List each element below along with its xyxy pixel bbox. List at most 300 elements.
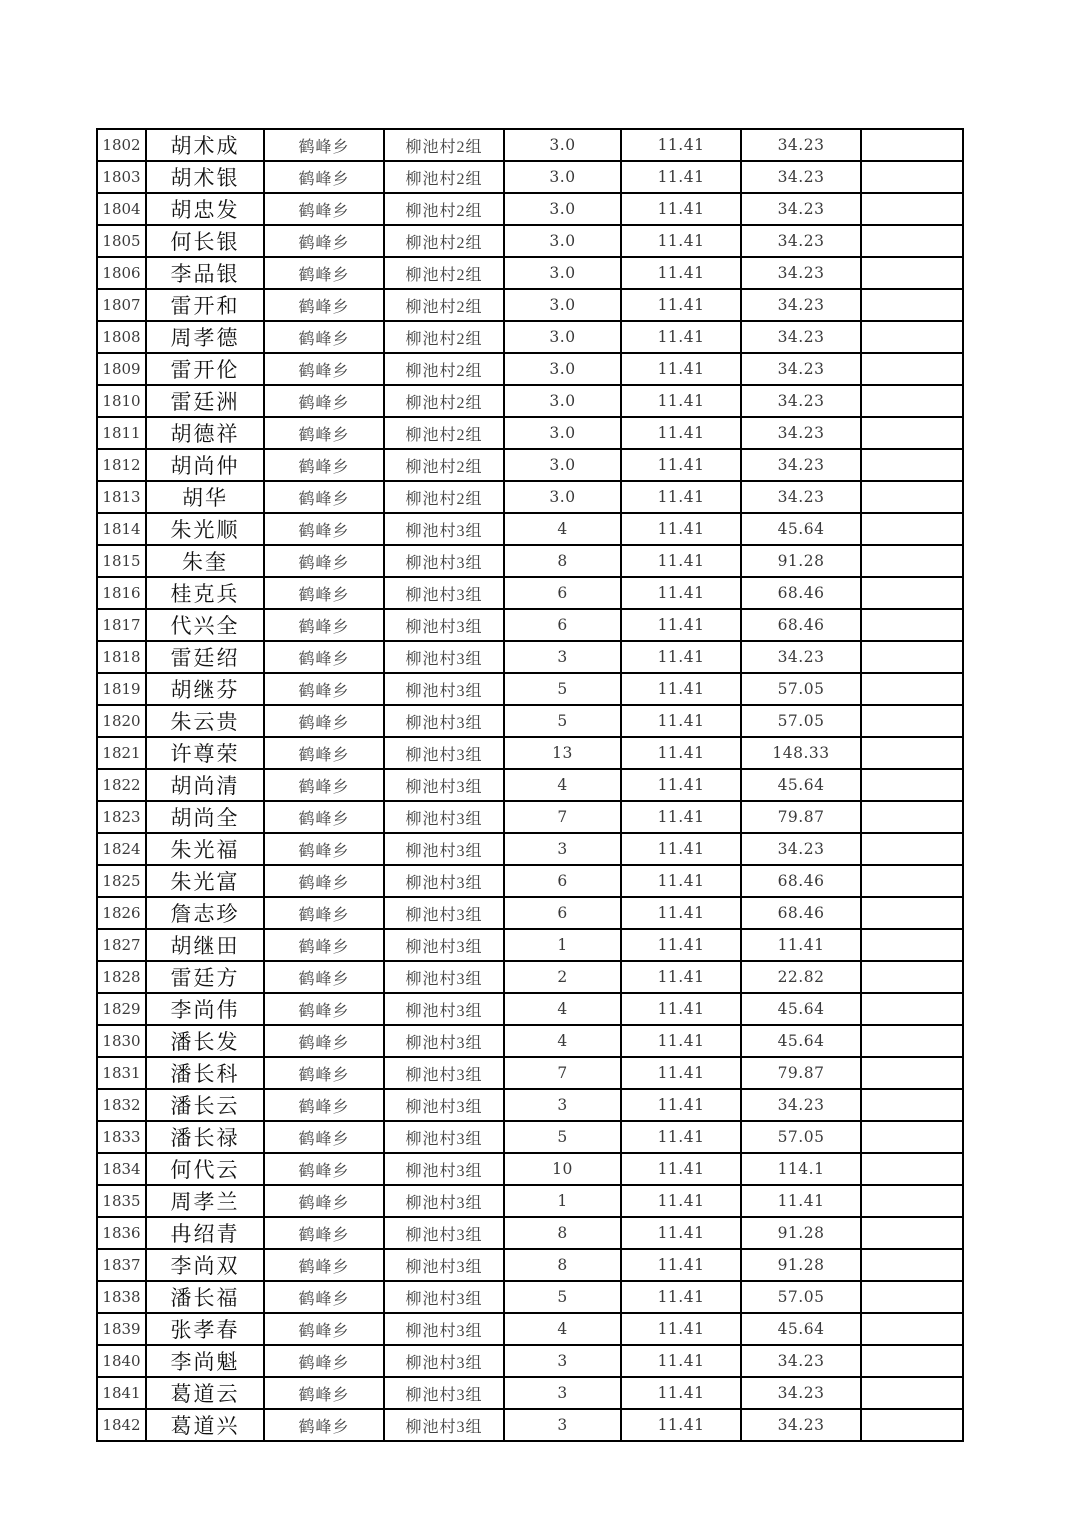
table-row: [97, 289, 963, 321]
village-group-cell: 柳池村3组: [384, 1185, 504, 1217]
unit-rate-cell: 11.41: [621, 1121, 741, 1153]
serial-number-cell: 1841: [97, 1377, 146, 1409]
remark-cell: [861, 257, 963, 289]
table-row: [97, 929, 963, 961]
quantity-cell: 5: [504, 1281, 621, 1313]
serial-number-cell: 1820: [97, 705, 146, 737]
serial-number-cell: 1810: [97, 385, 146, 417]
amount-cell: 34.23: [741, 833, 861, 865]
unit-rate-cell: 11.41: [621, 1409, 741, 1441]
township-cell: 鹤峰乡: [264, 929, 384, 961]
table-row: [97, 1217, 963, 1249]
quantity-cell: 3.0: [504, 353, 621, 385]
remark-cell: [861, 609, 963, 641]
quantity-cell: 1: [504, 1185, 621, 1217]
amount-cell: 68.46: [741, 865, 861, 897]
person-name-cell: 雷廷洲: [146, 385, 264, 417]
amount-cell: 34.23: [741, 449, 861, 481]
remark-cell: [861, 641, 963, 673]
amount-cell: 34.23: [741, 1089, 861, 1121]
serial-number-cell: 1840: [97, 1345, 146, 1377]
quantity-cell: 3: [504, 1409, 621, 1441]
quantity-cell: 3.0: [504, 385, 621, 417]
township-cell: 鹤峰乡: [264, 641, 384, 673]
amount-cell: 79.87: [741, 1057, 861, 1089]
person-name-cell: 胡华: [146, 481, 264, 513]
serial-number-cell: 1822: [97, 769, 146, 801]
township-cell: 鹤峰乡: [264, 1121, 384, 1153]
remark-cell: [861, 929, 963, 961]
township-cell: 鹤峰乡: [264, 897, 384, 929]
remark-cell: [861, 1345, 963, 1377]
remark-cell: [861, 737, 963, 769]
unit-rate-cell: 11.41: [621, 1089, 741, 1121]
table-row: [97, 513, 963, 545]
village-group-cell: 柳池村3组: [384, 833, 504, 865]
unit-rate-cell: 11.41: [621, 673, 741, 705]
serial-number-cell: 1832: [97, 1089, 146, 1121]
village-group-cell: 柳池村2组: [384, 353, 504, 385]
village-group-cell: 柳池村3组: [384, 513, 504, 545]
unit-rate-cell: 11.41: [621, 161, 741, 193]
person-name-cell: 周孝兰: [146, 1185, 264, 1217]
township-cell: 鹤峰乡: [264, 1281, 384, 1313]
village-group-cell: 柳池村3组: [384, 897, 504, 929]
quantity-cell: 4: [504, 1313, 621, 1345]
remark-cell: [861, 705, 963, 737]
township-cell: 鹤峰乡: [264, 513, 384, 545]
unit-rate-cell: 11.41: [621, 481, 741, 513]
table-row: [97, 1345, 963, 1377]
township-cell: 鹤峰乡: [264, 833, 384, 865]
unit-rate-cell: 11.41: [621, 1185, 741, 1217]
quantity-cell: 3: [504, 1345, 621, 1377]
serial-number-cell: 1829: [97, 993, 146, 1025]
person-name-cell: 胡尚清: [146, 769, 264, 801]
remark-cell: [861, 321, 963, 353]
unit-rate-cell: 11.41: [621, 1025, 741, 1057]
village-group-cell: 柳池村2组: [384, 481, 504, 513]
village-group-cell: 柳池村3组: [384, 641, 504, 673]
serial-number-cell: 1805: [97, 225, 146, 257]
township-cell: 鹤峰乡: [264, 865, 384, 897]
village-group-cell: 柳池村3组: [384, 993, 504, 1025]
township-cell: 鹤峰乡: [264, 481, 384, 513]
unit-rate-cell: 11.41: [621, 545, 741, 577]
quantity-cell: 6: [504, 865, 621, 897]
table-row: [97, 737, 963, 769]
village-group-cell: 柳池村2组: [384, 257, 504, 289]
township-cell: 鹤峰乡: [264, 673, 384, 705]
person-name-cell: 冉绍青: [146, 1217, 264, 1249]
person-name-cell: 雷开伦: [146, 353, 264, 385]
person-name-cell: 葛道云: [146, 1377, 264, 1409]
village-group-cell: 柳池村3组: [384, 961, 504, 993]
unit-rate-cell: 11.41: [621, 1345, 741, 1377]
unit-rate-cell: 11.41: [621, 321, 741, 353]
amount-cell: 34.23: [741, 1377, 861, 1409]
amount-cell: 45.64: [741, 769, 861, 801]
unit-rate-cell: 11.41: [621, 833, 741, 865]
serial-number-cell: 1813: [97, 481, 146, 513]
quantity-cell: 6: [504, 577, 621, 609]
serial-number-cell: 1827: [97, 929, 146, 961]
amount-cell: 57.05: [741, 705, 861, 737]
person-name-cell: 胡德祥: [146, 417, 264, 449]
unit-rate-cell: 11.41: [621, 1281, 741, 1313]
serial-number-cell: 1807: [97, 289, 146, 321]
quantity-cell: 6: [504, 897, 621, 929]
quantity-cell: 3.0: [504, 449, 621, 481]
village-group-cell: 柳池村3组: [384, 1377, 504, 1409]
unit-rate-cell: 11.41: [621, 1217, 741, 1249]
quantity-cell: 3.0: [504, 161, 621, 193]
township-cell: 鹤峰乡: [264, 1089, 384, 1121]
unit-rate-cell: 11.41: [621, 609, 741, 641]
subsidy-roster-table: [96, 128, 964, 1442]
amount-cell: 34.23: [741, 257, 861, 289]
serial-number-cell: 1808: [97, 321, 146, 353]
township-cell: 鹤峰乡: [264, 449, 384, 481]
table-row: [97, 385, 963, 417]
village-group-cell: 柳池村3组: [384, 609, 504, 641]
amount-cell: 34.23: [741, 481, 861, 513]
township-cell: 鹤峰乡: [264, 1153, 384, 1185]
amount-cell: 22.82: [741, 961, 861, 993]
village-group-cell: 柳池村2组: [384, 129, 504, 161]
unit-rate-cell: 11.41: [621, 801, 741, 833]
remark-cell: [861, 1281, 963, 1313]
serial-number-cell: 1830: [97, 1025, 146, 1057]
serial-number-cell: 1833: [97, 1121, 146, 1153]
township-cell: 鹤峰乡: [264, 1377, 384, 1409]
quantity-cell: 10: [504, 1153, 621, 1185]
person-name-cell: 胡术成: [146, 129, 264, 161]
remark-cell: [861, 225, 963, 257]
village-group-cell: 柳池村3组: [384, 1025, 504, 1057]
village-group-cell: 柳池村2组: [384, 289, 504, 321]
quantity-cell: 3.0: [504, 321, 621, 353]
table-row: [97, 1057, 963, 1089]
quantity-cell: 5: [504, 1121, 621, 1153]
person-name-cell: 雷廷方: [146, 961, 264, 993]
remark-cell: [861, 385, 963, 417]
amount-cell: 57.05: [741, 1121, 861, 1153]
serial-number-cell: 1819: [97, 673, 146, 705]
village-group-cell: 柳池村2组: [384, 161, 504, 193]
unit-rate-cell: 11.41: [621, 1313, 741, 1345]
table-row: [97, 897, 963, 929]
village-group-cell: 柳池村3组: [384, 1121, 504, 1153]
township-cell: 鹤峰乡: [264, 993, 384, 1025]
township-cell: 鹤峰乡: [264, 1249, 384, 1281]
table-row: [97, 161, 963, 193]
unit-rate-cell: 11.41: [621, 449, 741, 481]
remark-cell: [861, 865, 963, 897]
township-cell: 鹤峰乡: [264, 193, 384, 225]
township-cell: 鹤峰乡: [264, 1345, 384, 1377]
quantity-cell: 3.0: [504, 225, 621, 257]
amount-cell: 45.64: [741, 1025, 861, 1057]
remark-cell: [861, 1377, 963, 1409]
unit-rate-cell: 11.41: [621, 1249, 741, 1281]
amount-cell: 148.33: [741, 737, 861, 769]
amount-cell: 34.23: [741, 417, 861, 449]
serial-number-cell: 1803: [97, 161, 146, 193]
table-row: [97, 961, 963, 993]
person-name-cell: 潘长发: [146, 1025, 264, 1057]
serial-number-cell: 1839: [97, 1313, 146, 1345]
unit-rate-cell: 11.41: [621, 1057, 741, 1089]
table-row: [97, 1281, 963, 1313]
table-row: [97, 1249, 963, 1281]
township-cell: 鹤峰乡: [264, 161, 384, 193]
township-cell: 鹤峰乡: [264, 705, 384, 737]
serial-number-cell: 1835: [97, 1185, 146, 1217]
person-name-cell: 朱光顺: [146, 513, 264, 545]
unit-rate-cell: 11.41: [621, 705, 741, 737]
village-group-cell: 柳池村3组: [384, 1153, 504, 1185]
remark-cell: [861, 481, 963, 513]
remark-cell: [861, 161, 963, 193]
unit-rate-cell: 11.41: [621, 865, 741, 897]
remark-cell: [861, 1153, 963, 1185]
unit-rate-cell: 11.41: [621, 1377, 741, 1409]
serial-number-cell: 1842: [97, 1409, 146, 1441]
table-row: [97, 1377, 963, 1409]
amount-cell: 34.23: [741, 225, 861, 257]
table-row: [97, 1121, 963, 1153]
table-body: [97, 129, 963, 1441]
person-name-cell: 潘长禄: [146, 1121, 264, 1153]
remark-cell: [861, 545, 963, 577]
unit-rate-cell: 11.41: [621, 737, 741, 769]
amount-cell: 45.64: [741, 513, 861, 545]
amount-cell: 45.64: [741, 1313, 861, 1345]
township-cell: 鹤峰乡: [264, 609, 384, 641]
table-row: [97, 641, 963, 673]
remark-cell: [861, 993, 963, 1025]
village-group-cell: 柳池村3组: [384, 705, 504, 737]
quantity-cell: 3.0: [504, 129, 621, 161]
village-group-cell: 柳池村3组: [384, 545, 504, 577]
quantity-cell: 3: [504, 641, 621, 673]
serial-number-cell: 1821: [97, 737, 146, 769]
quantity-cell: 3.0: [504, 193, 621, 225]
person-name-cell: 朱光福: [146, 833, 264, 865]
quantity-cell: 2: [504, 961, 621, 993]
table-row: [97, 1185, 963, 1217]
table-row: [97, 673, 963, 705]
table-row: [97, 769, 963, 801]
serial-number-cell: 1837: [97, 1249, 146, 1281]
remark-cell: [861, 193, 963, 225]
serial-number-cell: 1826: [97, 897, 146, 929]
village-group-cell: 柳池村3组: [384, 1089, 504, 1121]
township-cell: 鹤峰乡: [264, 1057, 384, 1089]
township-cell: 鹤峰乡: [264, 545, 384, 577]
township-cell: 鹤峰乡: [264, 257, 384, 289]
township-cell: 鹤峰乡: [264, 129, 384, 161]
person-name-cell: 潘长福: [146, 1281, 264, 1313]
amount-cell: 34.23: [741, 129, 861, 161]
remark-cell: [861, 1025, 963, 1057]
person-name-cell: 胡继田: [146, 929, 264, 961]
quantity-cell: 5: [504, 673, 621, 705]
serial-number-cell: 1825: [97, 865, 146, 897]
person-name-cell: 李尚魁: [146, 1345, 264, 1377]
remark-cell: [861, 129, 963, 161]
serial-number-cell: 1809: [97, 353, 146, 385]
table-row: [97, 705, 963, 737]
quantity-cell: 13: [504, 737, 621, 769]
person-name-cell: 胡尚仲: [146, 449, 264, 481]
unit-rate-cell: 11.41: [621, 929, 741, 961]
village-group-cell: 柳池村2组: [384, 225, 504, 257]
remark-cell: [861, 1185, 963, 1217]
quantity-cell: 7: [504, 801, 621, 833]
village-group-cell: 柳池村3组: [384, 1249, 504, 1281]
amount-cell: 114.1: [741, 1153, 861, 1185]
quantity-cell: 5: [504, 705, 621, 737]
village-group-cell: 柳池村2组: [384, 385, 504, 417]
serial-number-cell: 1817: [97, 609, 146, 641]
quantity-cell: 3.0: [504, 257, 621, 289]
township-cell: 鹤峰乡: [264, 769, 384, 801]
person-name-cell: 代兴全: [146, 609, 264, 641]
table-row: [97, 129, 963, 161]
quantity-cell: 4: [504, 993, 621, 1025]
quantity-cell: 3.0: [504, 481, 621, 513]
village-group-cell: 柳池村2组: [384, 193, 504, 225]
table-row: [97, 1025, 963, 1057]
amount-cell: 34.23: [741, 385, 861, 417]
village-group-cell: 柳池村3组: [384, 1313, 504, 1345]
village-group-cell: 柳池村3组: [384, 1057, 504, 1089]
remark-cell: [861, 449, 963, 481]
village-group-cell: 柳池村3组: [384, 865, 504, 897]
serial-number-cell: 1834: [97, 1153, 146, 1185]
unit-rate-cell: 11.41: [621, 769, 741, 801]
person-name-cell: 朱云贵: [146, 705, 264, 737]
table-row: [97, 417, 963, 449]
village-group-cell: 柳池村2组: [384, 321, 504, 353]
person-name-cell: 李品银: [146, 257, 264, 289]
amount-cell: 34.23: [741, 161, 861, 193]
table-row: [97, 545, 963, 577]
amount-cell: 91.28: [741, 1217, 861, 1249]
remark-cell: [861, 961, 963, 993]
remark-cell: [861, 1121, 963, 1153]
person-name-cell: 桂克兵: [146, 577, 264, 609]
person-name-cell: 李尚伟: [146, 993, 264, 1025]
quantity-cell: 8: [504, 1249, 621, 1281]
amount-cell: 57.05: [741, 1281, 861, 1313]
table-row: [97, 865, 963, 897]
serial-number-cell: 1816: [97, 577, 146, 609]
remark-cell: [861, 673, 963, 705]
quantity-cell: 6: [504, 609, 621, 641]
person-name-cell: 张孝春: [146, 1313, 264, 1345]
quantity-cell: 3: [504, 1377, 621, 1409]
serial-number-cell: 1828: [97, 961, 146, 993]
serial-number-cell: 1812: [97, 449, 146, 481]
table-row: [97, 1089, 963, 1121]
village-group-cell: 柳池村3组: [384, 737, 504, 769]
remark-cell: [861, 577, 963, 609]
quantity-cell: 4: [504, 1025, 621, 1057]
unit-rate-cell: 11.41: [621, 193, 741, 225]
unit-rate-cell: 11.41: [621, 641, 741, 673]
serial-number-cell: 1804: [97, 193, 146, 225]
serial-number-cell: 1815: [97, 545, 146, 577]
township-cell: 鹤峰乡: [264, 801, 384, 833]
serial-number-cell: 1802: [97, 129, 146, 161]
village-group-cell: 柳池村3组: [384, 1217, 504, 1249]
person-name-cell: 朱奎: [146, 545, 264, 577]
quantity-cell: 3: [504, 833, 621, 865]
person-name-cell: 胡忠发: [146, 193, 264, 225]
unit-rate-cell: 11.41: [621, 417, 741, 449]
table-row: [97, 225, 963, 257]
amount-cell: 68.46: [741, 609, 861, 641]
amount-cell: 45.64: [741, 993, 861, 1025]
amount-cell: 68.46: [741, 897, 861, 929]
person-name-cell: 李尚双: [146, 1249, 264, 1281]
person-name-cell: 朱光富: [146, 865, 264, 897]
quantity-cell: 3: [504, 1089, 621, 1121]
quantity-cell: 4: [504, 513, 621, 545]
unit-rate-cell: 11.41: [621, 385, 741, 417]
table-row: [97, 353, 963, 385]
unit-rate-cell: 11.41: [621, 577, 741, 609]
village-group-cell: 柳池村3组: [384, 673, 504, 705]
unit-rate-cell: 11.41: [621, 961, 741, 993]
amount-cell: 11.41: [741, 1185, 861, 1217]
village-group-cell: 柳池村3组: [384, 1345, 504, 1377]
quantity-cell: 7: [504, 1057, 621, 1089]
unit-rate-cell: 11.41: [621, 129, 741, 161]
remark-cell: [861, 1057, 963, 1089]
serial-number-cell: 1823: [97, 801, 146, 833]
person-name-cell: 胡术银: [146, 161, 264, 193]
village-group-cell: 柳池村3组: [384, 577, 504, 609]
remark-cell: [861, 1409, 963, 1441]
table-row: [97, 833, 963, 865]
serial-number-cell: 1838: [97, 1281, 146, 1313]
table-row: [97, 577, 963, 609]
township-cell: 鹤峰乡: [264, 321, 384, 353]
table-row: [97, 993, 963, 1025]
remark-cell: [861, 833, 963, 865]
quantity-cell: 4: [504, 769, 621, 801]
township-cell: 鹤峰乡: [264, 1217, 384, 1249]
remark-cell: [861, 1249, 963, 1281]
township-cell: 鹤峰乡: [264, 577, 384, 609]
table-row: [97, 257, 963, 289]
table-row: [97, 449, 963, 481]
unit-rate-cell: 11.41: [621, 353, 741, 385]
amount-cell: 57.05: [741, 673, 861, 705]
township-cell: 鹤峰乡: [264, 1185, 384, 1217]
remark-cell: [861, 417, 963, 449]
person-name-cell: 胡尚全: [146, 801, 264, 833]
person-name-cell: 何长银: [146, 225, 264, 257]
village-group-cell: 柳池村3组: [384, 1281, 504, 1313]
unit-rate-cell: 11.41: [621, 513, 741, 545]
amount-cell: 34.23: [741, 353, 861, 385]
remark-cell: [861, 1313, 963, 1345]
